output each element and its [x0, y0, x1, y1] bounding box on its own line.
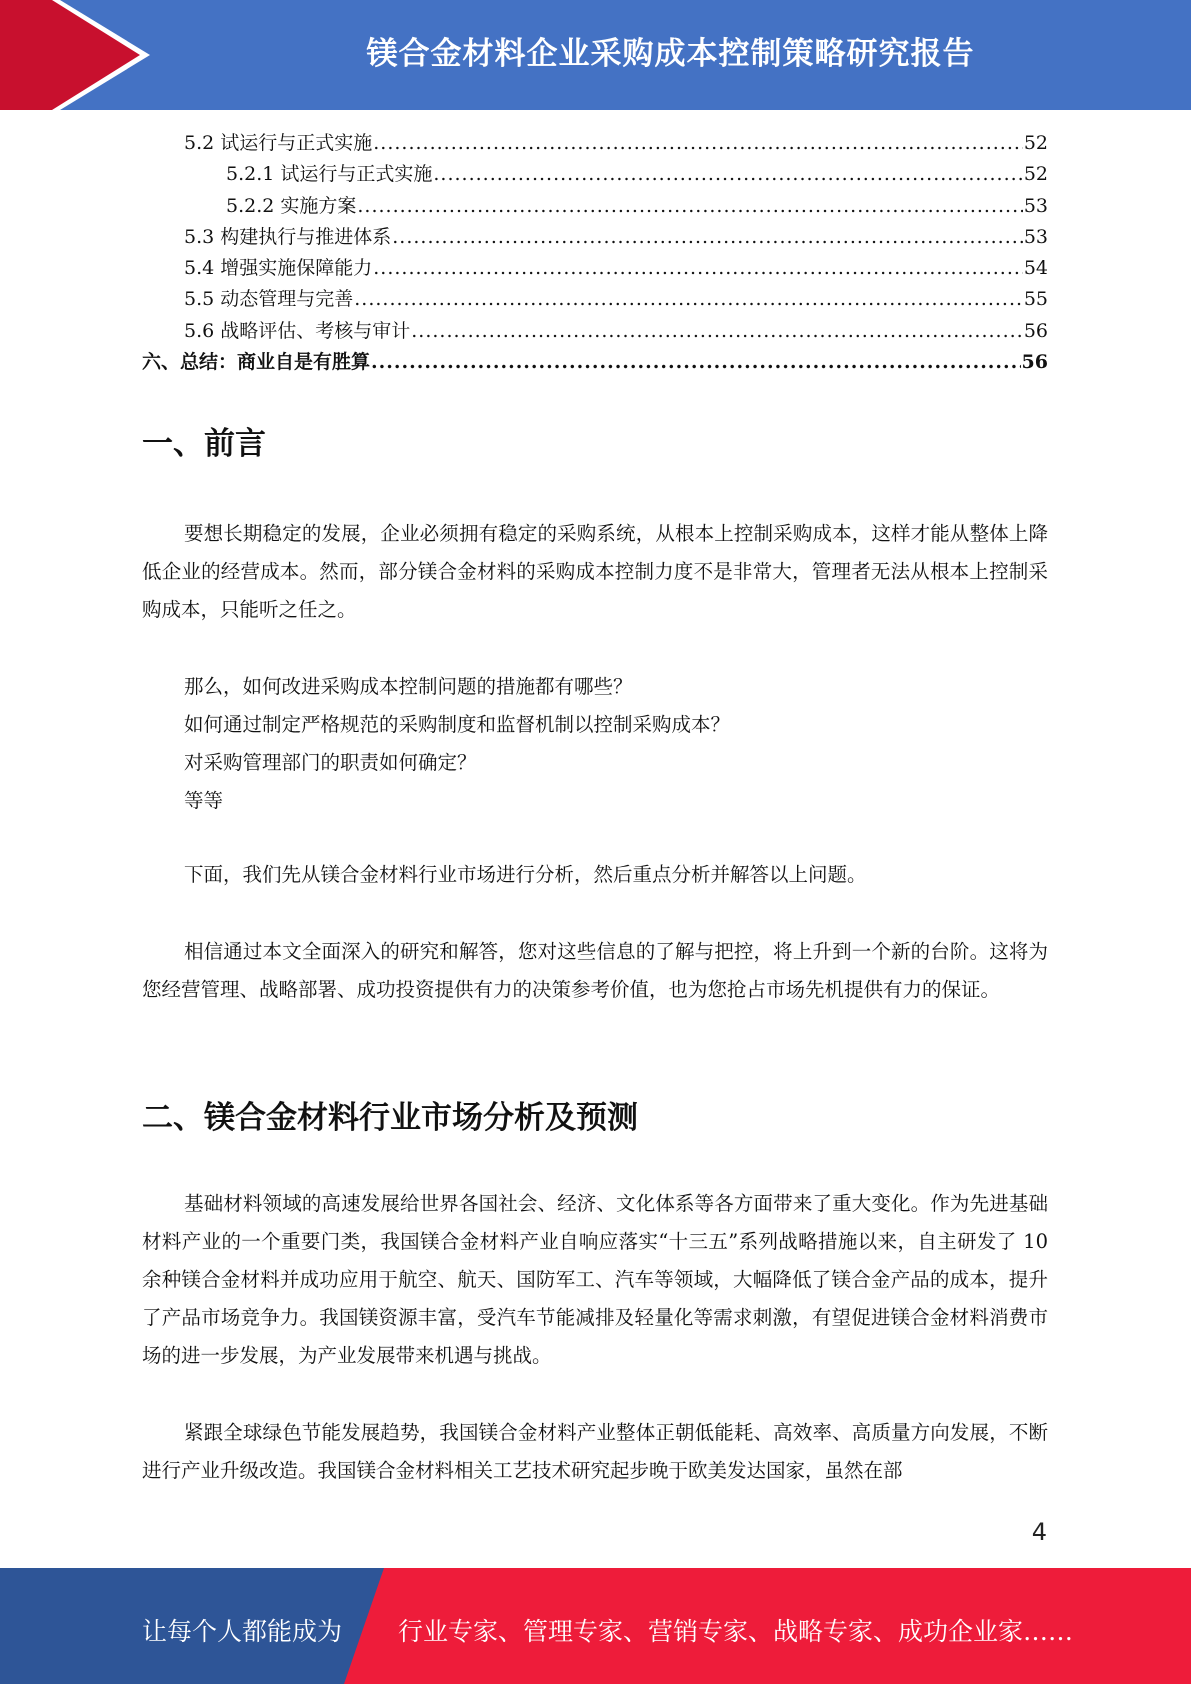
- toc-entry[interactable]: [142, 284, 1048, 315]
- body-paragraph: 要想长期稳定的发展，企业必须拥有稳定的采购系统，从根本上控制采购成本，这样才能从整体上降低企业的经营成本。然而，部分镁合金材料的采购成本控制力度不是非常大，管理者无法从根本上控制采购成本，只能听之任之。: [142, 522, 1048, 621]
- toc-entry-page: 55: [1023, 288, 1048, 311]
- footer-banner: [0, 1568, 1191, 1684]
- toc-entry-label: 5.3 构建执行与推进体系: [184, 225, 392, 248]
- toc-entry[interactable]: [142, 347, 1048, 378]
- toc-leader-dots: [433, 159, 1022, 190]
- toc-entry-page: 53: [1023, 225, 1048, 248]
- toc-leader-dots: [357, 191, 1022, 222]
- toc-entry[interactable]: [142, 159, 1048, 190]
- toc-entry-label: 5.2 试运行与正式实施: [184, 132, 373, 154]
- toc-entry-page: 54: [1023, 257, 1048, 280]
- toc-entry-page: 56: [1021, 351, 1048, 374]
- toc-entry-label: 5.6 战略评估、考核与审计: [184, 319, 411, 342]
- toc-entry[interactable]: [142, 253, 1048, 284]
- toc-entry[interactable]: [142, 316, 1048, 347]
- question-line: 那么，如何改进采购成本控制问题的措施都有哪些？: [184, 675, 633, 698]
- body-paragraph: 基础材料领域的高速发展给世界各国社会、经济、文化体系等各方面带来了重大变化。作为先进基础材料产业的一个重要门类，我国镁合金材料产业自响应落实“十三五”系列战略措施以来，自主研发了 10 余种镁合金材料并成功应用于航空、航天、国防军工、汽车等领域，大幅降低了镁合金产品的成本，提升了产品市场竞争力。我国镁资源丰富，受汽车节能减排及轻量化等需求刺激，有望促进镁合金材料消费市场的进一步发展，为产业发展带来机遇与挑战。: [142, 1192, 1048, 1367]
- toc-leader-dots: [354, 284, 1023, 315]
- body-paragraph: 下面，我们先从镁合金材料行业市场进行分析，然后重点分析并解答以上问题。: [184, 863, 867, 886]
- question-line: 对采购管理部门的职责如何确定？: [184, 751, 477, 774]
- footer-slogan-left: 让每个人都能成为: [142, 1617, 343, 1646]
- toc-entry-label: 5.2.1 试运行与正式实施: [226, 163, 433, 186]
- toc-entry-label: 5.4 增强实施保障能力: [184, 257, 373, 280]
- page-number: 4: [1031, 1518, 1047, 1546]
- toc-entry-page: 52: [1023, 132, 1048, 154]
- toc-leader-dots: [392, 222, 1023, 253]
- toc-entry-page: 53: [1023, 194, 1048, 217]
- question-line: 如何通过制定严格规范的采购制度和监督机制以控制采购成本？: [184, 713, 731, 736]
- toc-entry-label: 5.5 动态管理与完善: [184, 288, 354, 311]
- body-paragraph: 紧跟全球绿色节能发展趋势，我国镁合金材料产业整体正朝低能耗、高效率、高质量方向发展，不断进行产业升级改造。我国镁合金材料相关工艺技术研究起步晚于欧美发达国家，虽然在部: [142, 1421, 1048, 1482]
- report-header: [0, 0, 1191, 110]
- toc-entry-page: 52: [1023, 163, 1048, 186]
- header-arrow-decoration: [0, 0, 160, 110]
- section-heading-market-analysis: 二、镁合金材料行业市场分析及预测: [142, 1100, 638, 1136]
- toc-entry-label: 六、总结：商业自是有胜算: [142, 351, 371, 374]
- toc-leader-dots: [371, 347, 1021, 378]
- table-of-contents: [142, 128, 1048, 378]
- question-line: 等等: [184, 789, 224, 812]
- footer-slogan-right: 行业专家、管理专家、营销专家、战略专家、成功企业家……: [398, 1617, 1074, 1646]
- toc-entry-label: 5.2.2 实施方案: [226, 194, 357, 217]
- report-title: 镁合金材料企业采购成本控制策略研究报告: [366, 36, 975, 72]
- toc-entry-page: 56: [1023, 319, 1048, 342]
- toc-leader-dots: [373, 128, 1023, 159]
- toc-entry[interactable]: [142, 128, 1048, 159]
- body-paragraph: 相信通过本文全面深入的研究和解答，您对这些信息的了解与把控，将上升到一个新的台阶。这将为您经营管理、战略部署、成功投资提供有力的决策参考价值，也为您抢占市场先机提供有力的保证。: [142, 940, 1048, 1001]
- toc-leader-dots: [411, 316, 1023, 347]
- toc-leader-dots: [373, 253, 1023, 284]
- section-heading-preface: 一、前言: [142, 426, 266, 462]
- toc-entry[interactable]: [142, 191, 1048, 222]
- toc-entry[interactable]: [142, 222, 1048, 253]
